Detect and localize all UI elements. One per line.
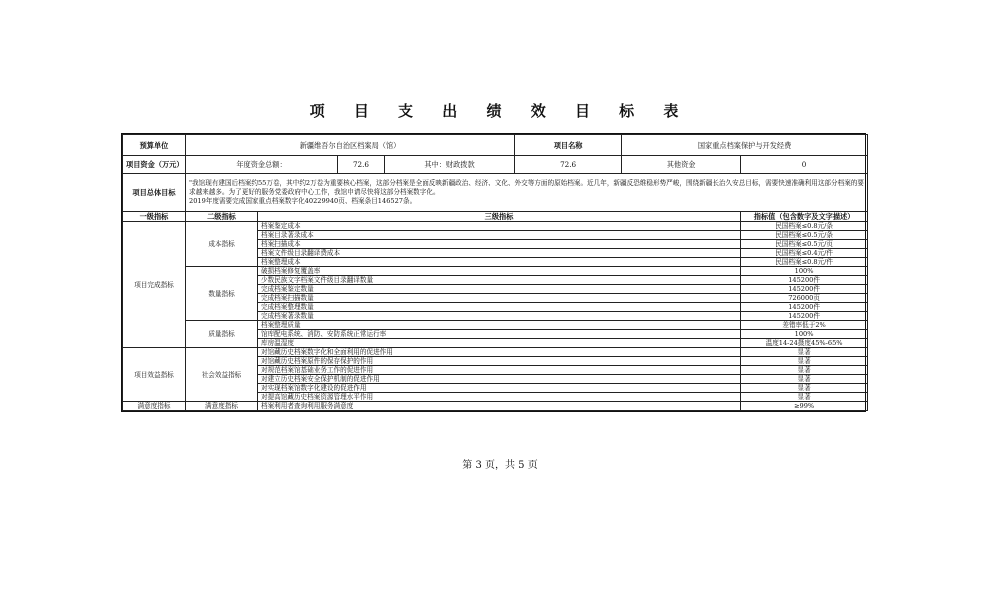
indicator-value: 显著 — [741, 348, 868, 357]
main-table — [122, 134, 868, 411]
project-name-label: 项目名称 — [515, 135, 622, 156]
level2-cell: 社会效益指标 — [186, 348, 258, 402]
level3-indicator: 少数民族文字档案文件级目录翻译数量 — [258, 276, 741, 285]
overall-goal-paragraph-1: "我馆现有建国后档案约55万卷，其中约2万卷为重要核心档案，这部分档案是全面反映新疆政治、经济、文化、外交等方面的原始档案。近几年，新疆反恐维稳形势严峻，围绕新疆长治久安总目标，需要快速准确利用这部分档案的要求越来越多。为了更好的服务党委政府中心工作，我馆申请尽快将这部分档案数字化。 — [189, 179, 864, 196]
indicator-value: 显著 — [741, 357, 868, 366]
indicator-value: 显著 — [741, 393, 868, 402]
level2-cell: 成本指标 — [186, 222, 258, 267]
level3-indicator: 档案鉴定成本 — [258, 222, 741, 231]
level3-indicator: 完成档案著录数量 — [258, 312, 741, 321]
performance-target-table — [121, 133, 866, 412]
level3-indicator: 对提高馆藏历史档案资源管理水平作用 — [258, 393, 741, 402]
indicator-row — [123, 321, 868, 330]
overall-goal-label: 项目总体目标 — [123, 174, 186, 212]
budget-unit-value: 新疆维吾尔自治区档案局（馆） — [186, 135, 515, 156]
overall-goal-row — [123, 174, 868, 212]
indicator-value: 民国档案≤0.8元/件 — [741, 258, 868, 267]
indicator-value: 显著 — [741, 366, 868, 375]
indicator-value: 145200件 — [741, 303, 868, 312]
level3-indicator: 档案整理成本 — [258, 258, 741, 267]
annual-total-label: 年度资金总额： — [186, 156, 338, 174]
level3-indicator: 对馆藏历史档案数字化和全面利用的促进作用 — [258, 348, 741, 357]
indicator-value: 显著 — [741, 384, 868, 393]
overall-goal-text — [186, 174, 868, 212]
overall-goal-paragraph-2: 2019年度需要完成国家重点档案数字化40229940页、档案条目146527条。 — [189, 197, 417, 205]
level1-cell: 项目效益指标 — [123, 348, 186, 402]
indicator-value: 100% — [741, 330, 868, 339]
level3-indicator: 完成档案整理数量 — [258, 303, 741, 312]
level3-indicator: 档案目录著录成本 — [258, 231, 741, 240]
level3-indicator: 档案利用者查询利用服务满意度 — [258, 402, 741, 411]
level2-header: 二级指标 — [186, 212, 258, 222]
level3-indicator: 完成档案扫描数量 — [258, 294, 741, 303]
annual-total-value: 72.6 — [338, 156, 385, 174]
indicator-value: 民国档案≤0.4元/件 — [741, 249, 868, 258]
level3-indicator: 对规范档案馆基础业务工作的促进作用 — [258, 366, 741, 375]
indicator-value: 温度14-24摄度45%-65% — [741, 339, 868, 348]
indicator-value: 100% — [741, 267, 868, 276]
level3-header: 三级指标 — [258, 212, 741, 222]
other-funds-label: 其他资金 — [622, 156, 741, 174]
level1-cell: 项目完成指标 — [123, 222, 186, 348]
level2-cell: 数量指标 — [186, 267, 258, 321]
funds-row — [123, 156, 868, 174]
level3-indicator: 对建立历史档案安全保护机制的促进作用 — [258, 375, 741, 384]
indicator-row — [123, 222, 868, 231]
fiscal-value: 72.6 — [515, 156, 622, 174]
indicator-value: 民国档案≤0.5元/条 — [741, 231, 868, 240]
level2-cell: 满意度指标 — [186, 402, 258, 411]
indicator-value: 145200件 — [741, 276, 868, 285]
indicator-value: 民国档案≤0.5元/页 — [741, 240, 868, 249]
budget-unit-label: 预算单位 — [123, 135, 186, 156]
indicator-value: 差错率低于2% — [741, 321, 868, 330]
indicator-header-row — [123, 212, 868, 222]
indicator-value: 145200件 — [741, 285, 868, 294]
indicator-row — [123, 348, 868, 357]
indicator-value: ≥99% — [741, 402, 868, 411]
level3-indicator: 馆库配电系统、消防、安防系统正常运行率 — [258, 330, 741, 339]
value-header: 指标值（包含数字及文字描述） — [741, 212, 868, 222]
level1-header: 一级指标 — [123, 212, 186, 222]
project-name-value: 国家重点档案保护与开发经费 — [622, 135, 868, 156]
page-footer: 第 3 页，共 5 页 — [462, 460, 538, 471]
level3-indicator: 对馆藏历史档案原件的保存保护的作用 — [258, 357, 741, 366]
page-title: 项 目 支 出 绩 效 目 标 表 — [309, 102, 691, 120]
level3-indicator: 档案扫描成本 — [258, 240, 741, 249]
indicator-value: 726000页 — [741, 294, 868, 303]
level3-indicator: 档案文件级目录翻译费成本 — [258, 249, 741, 258]
level3-indicator: 库房温湿度 — [258, 339, 741, 348]
level1-cell: 满意度指标 — [123, 402, 186, 411]
budget-unit-row — [123, 135, 868, 156]
level3-indicator: 破损档案修复覆盖率 — [258, 267, 741, 276]
level3-indicator: 完成档案鉴定数量 — [258, 285, 741, 294]
level3-indicator: 档案整理质量 — [258, 321, 741, 330]
indicator-row — [123, 402, 868, 411]
other-funds-value: 0 — [741, 156, 868, 174]
fiscal-label: 其中：财政拨款 — [385, 156, 515, 174]
funds-label: 项目资金（万元） — [123, 156, 186, 174]
indicator-value: 显著 — [741, 375, 868, 384]
level3-indicator: 对实现档案馆数字化建设的促进作用 — [258, 384, 741, 393]
indicator-value: 145200件 — [741, 312, 868, 321]
indicator-value: 民国档案≤0.8元/条 — [741, 222, 868, 231]
level2-cell: 质量指标 — [186, 321, 258, 348]
indicator-row — [123, 267, 868, 276]
